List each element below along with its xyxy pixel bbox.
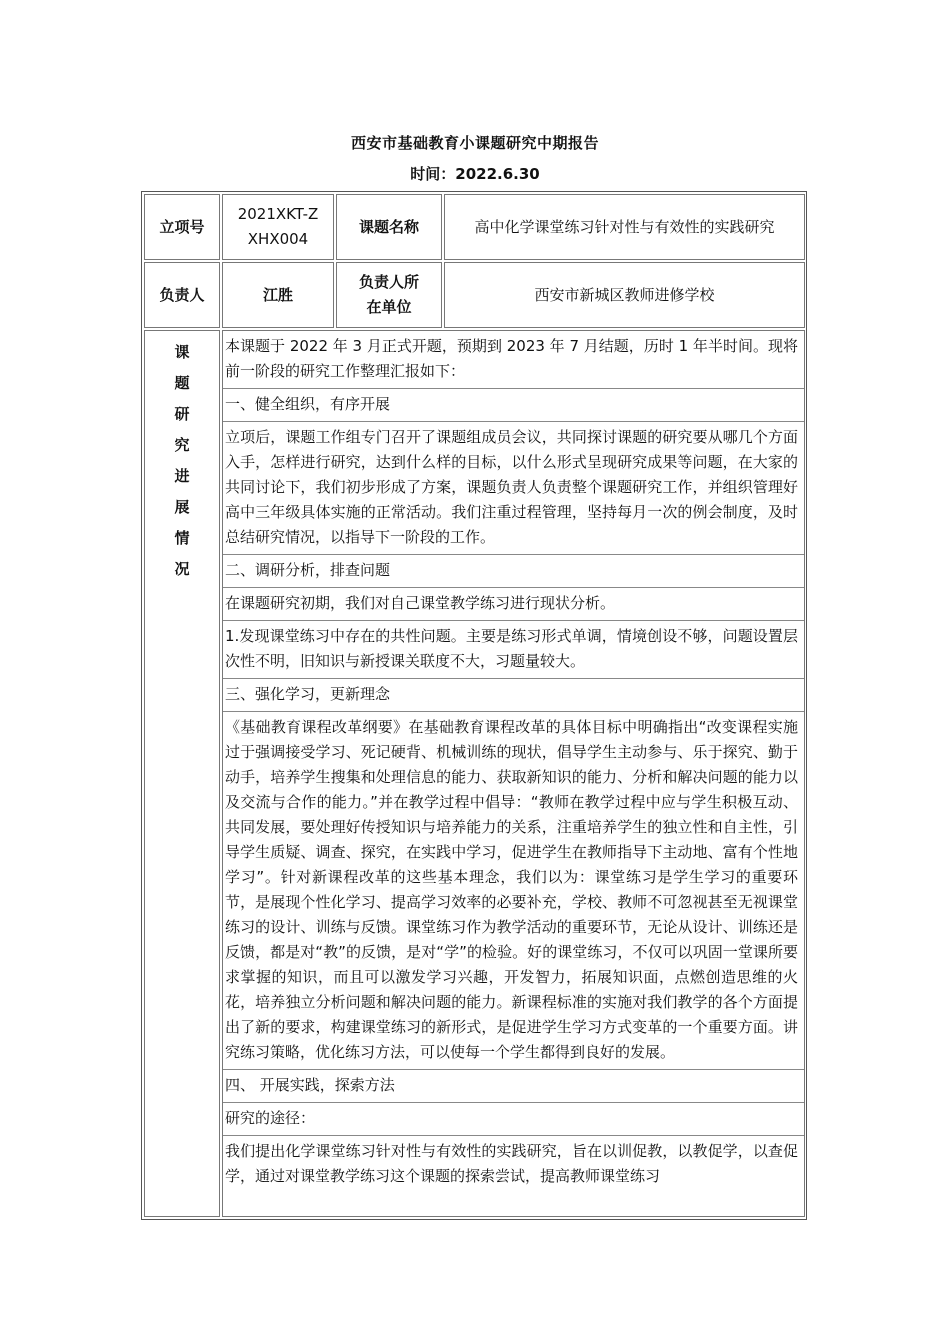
leader-value: 江胜	[222, 262, 334, 328]
paragraph-approach-label: 研究的途径：	[223, 1103, 804, 1136]
section-heading-2: 二、调研分析，排查问题	[223, 555, 804, 588]
report-date: 时间：2022.6.30	[410, 165, 540, 183]
paragraph-problems: 1.发现课堂练习中存在的共性问题。主要是练习形式单调，情境创设不够，问题设置层次性不明，旧知识与新授课关联度不大，习题量较大。	[223, 621, 804, 679]
report-title: 西安市基础教育小课题研究中期报告	[350, 134, 599, 152]
project-no-label: 立项号	[144, 194, 220, 260]
section-heading-4: 四、 开展实践，探索方法	[223, 1070, 804, 1103]
topic-label: 课题名称	[336, 194, 442, 260]
progress-content	[222, 330, 805, 1217]
paragraph-theory: 《基础教育课程改革纲要》在基础教育课程改革的具体目标中明确指出“改变课程实施过于强调接受学习、死记硬背、机械训练的现状，倡导学生主动参与、乐于探究、勤于动手，培养学生搜集和处理信息的能力、获取新知识的能力、分析和解决问题的能力以及交流与合作的能力。”并在教学过程中倡导：“教师在教学过程中应与学生积极互动、共同发展，要处理好传授知识与培养能力的关系，注重培养学生的独立性和自主性，引导学生质疑、调查、探究，在实践中学习，促进学生在教师指导下主动地、富有个性地学习”。针对新课程改革的这些基本理念，我们以为：课堂练习是学生学习的重要环节，是展现个性化学习、提高学习效率的必要补充，学校、教师不可忽视甚至无视课堂练习的设计、训练与反馈。课堂练习作为教学活动的重要环节，无论从设计、训练还是反馈，都是对“教”的反馈，是对“学”的检验。好的课堂练习，不仅可以巩固一堂课所要求掌握的知识，而且可以激发学习兴趣，开发智力，拓展知识面，点燃创造思维的火花，培养独立分析问题和解决问题的能力。新课程标准的实施对我们教学的各个方面提出了新的要求，构建课堂练习的新形式，是促进学生学习方式变革的一个重要方面。讲究练习策略，优化练习方法，可以使每一个学生都得到良好的发展。	[223, 712, 804, 1070]
project-no-value: 2021XKT-ZXHX004	[222, 194, 334, 260]
section-heading-1: 一、健全组织，有序开展	[223, 389, 804, 422]
paragraph-organization: 立项后，课题工作组专门召开了课题组成员会议，共同探讨课题的研究要从哪几个方面入手，怎样进行研究，达到什么样的目标，以什么形式呈现研究成果等问题，在大家的共同讨论下，我们初步形成了方案，课题负责人负责整个课题研究工作，并组织管理好高中三年级具体实施的正常活动。我们注重过程管理，坚持每月一次的例会制度，及时总结研究情况，以指导下一阶段的工作。	[223, 422, 804, 555]
paragraph-intro: 本课题于 2022 年 3 月正式开题，预期到 2023 年 7 月结题，历时 1 年半时间。现将前一阶段的研究工作整理汇报如下：	[223, 331, 804, 389]
unit-label: 负责人所在单位	[336, 262, 442, 328]
section-heading-3: 三、强化学习，更新理念	[223, 679, 804, 712]
leader-label: 负责人	[144, 262, 220, 328]
progress-label-cell	[144, 330, 220, 1217]
progress-label: 课题研究进展情况	[174, 343, 190, 578]
topic-value: 高中化学课堂练习针对性与有效性的实践研究	[444, 194, 805, 260]
paragraph-approach: 我们提出化学课堂练习针对性与有效性的实践研究，旨在以训促教，以教促学，以查促学，通过对课堂教学练习这个课题的探索尝试，提高教师课堂练习	[225, 1142, 798, 1185]
paragraph-analysis: 在课题研究初期，我们对自己课堂教学练习进行现状分析。	[223, 588, 804, 621]
unit-value: 西安市新城区教师进修学校	[444, 262, 805, 328]
